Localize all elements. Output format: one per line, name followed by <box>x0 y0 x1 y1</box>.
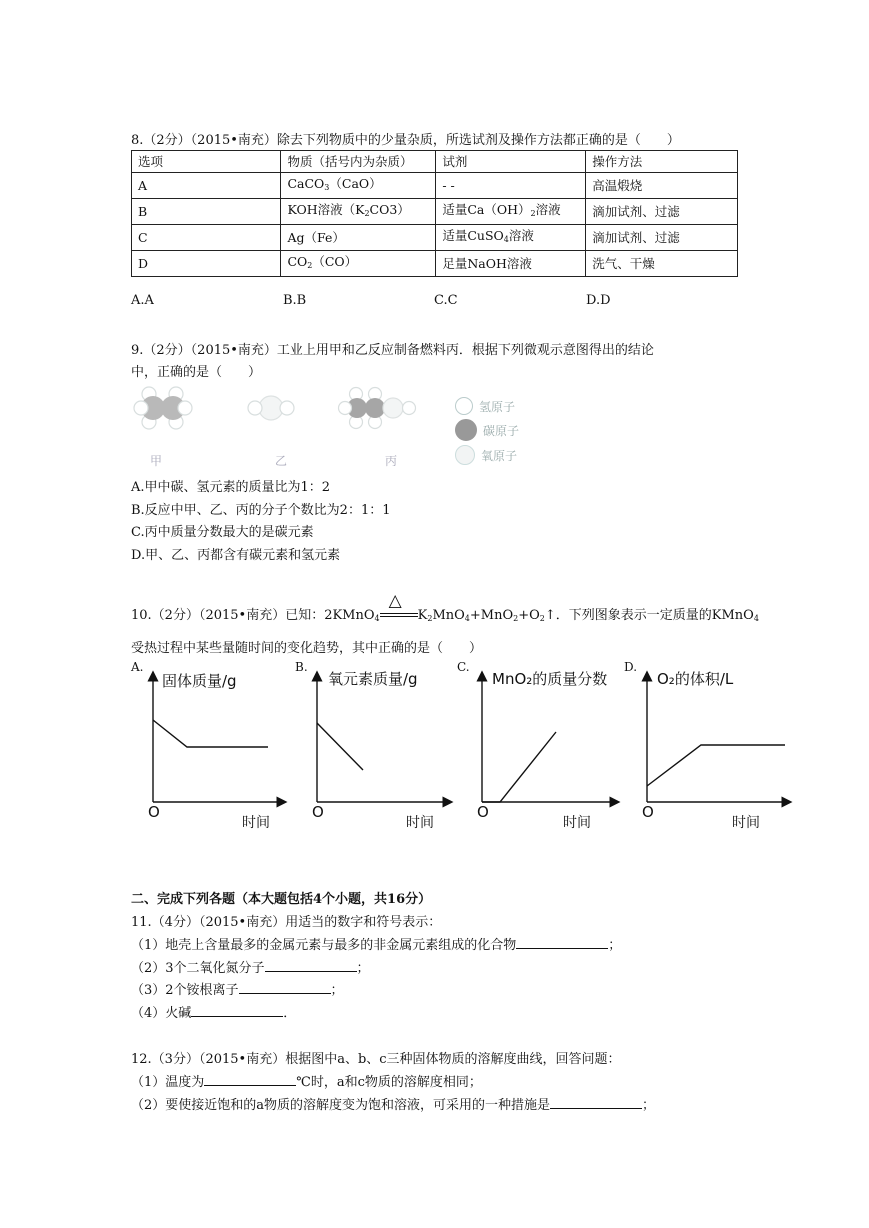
answer-blank[interactable] <box>550 1094 642 1109</box>
table-cell: 适量$Ca(OH)_2$溶液 <box>436 199 586 225</box>
graph-b-xlabel: 时间 <box>406 815 434 831</box>
graph-c-origin: O <box>477 803 489 821</box>
graph-d-letter[interactable]: D. <box>624 660 638 674</box>
legend-oxygen: 氧原子 <box>455 445 517 465</box>
table-header-cell: 试剂 <box>436 151 586 173</box>
q8-choice-c[interactable]: C.C <box>434 293 458 308</box>
graph-b <box>317 676 448 802</box>
table-cell: B <box>132 199 281 225</box>
graph-a-ylabel: 固体质量/g <box>162 672 237 690</box>
graph-c-xlabel: 时间 <box>563 815 591 831</box>
graph-a-origin: O <box>148 803 160 821</box>
table-cell: C <box>132 225 281 251</box>
table-cell: A <box>132 173 281 199</box>
table-header-cell: 物质（括号内为杂质） <box>281 151 436 173</box>
table-cell: $CO_2(CO)$ <box>281 251 436 277</box>
graph-b-origin: O <box>312 803 324 821</box>
q9-choice-d[interactable]: D.甲、乙、丙都含有碳元素和氢元素 <box>131 548 341 563</box>
label-yi: 乙 <box>275 454 288 468</box>
graph-d-curve <box>647 745 785 786</box>
q9-choice-c[interactable]: C.丙中质量分数最大的是碳元素 <box>131 525 314 540</box>
q8-choice-a[interactable]: A.A <box>131 293 154 308</box>
table-cell: - - <box>436 173 586 199</box>
table-cell: Ag（Fe） <box>281 225 436 251</box>
q9-stem-line1: 9.（2分）（2015•南充）工业上用甲和乙反应制备燃料丙．根据下列微观示意图得出的结论 <box>131 343 654 358</box>
table-cell: D <box>132 251 281 277</box>
q12-stem: 12.（3分）（2015•南充）根据图中a、b、c三种固体物质的溶解度曲线，回答问题： <box>131 1052 621 1067</box>
graph-c-ylabel: MnO₂的质量分数 <box>492 670 608 688</box>
answer-blank[interactable] <box>204 1071 296 1086</box>
table-cell: 滴加试剂、过滤 <box>586 225 738 251</box>
graph-a-letter[interactable]: A. <box>131 660 144 674</box>
label-bing: 丙 <box>385 454 398 468</box>
graph-a-curve <box>153 720 268 747</box>
graph-c <box>482 676 615 802</box>
legend-hydrogen: 氢原子 <box>455 397 515 415</box>
table-cell: 洗气、干燥 <box>586 251 738 277</box>
graph-d-xlabel: 时间 <box>732 815 760 831</box>
table-header-cell: 选项 <box>132 151 281 173</box>
graph-d-ylabel: O₂的体积/L <box>657 670 734 688</box>
table-header-cell: 操作方法 <box>586 151 738 173</box>
graph-a <box>153 676 282 802</box>
q11-item-2: （2）3个二氧化氮分子 ； <box>131 957 370 976</box>
heat-condition-icon: △ <box>380 605 418 619</box>
graph-c-letter[interactable]: C. <box>457 660 470 674</box>
graph-b-curve <box>317 723 363 770</box>
q12-item-1: （1）温度为 ℃时，a和c物质的溶解度相同； <box>131 1071 482 1090</box>
legend-carbon: 碳原子 <box>455 419 519 441</box>
label-jia: 甲 <box>150 454 163 468</box>
q11-item-3: （3）2个铵根离子 ； <box>131 979 344 998</box>
q11-item-4: （4）火碱 ． <box>131 1002 296 1021</box>
q10-stem-line2: 受热过程中某些量随时间的变化趋势，其中正确的是（ ） <box>131 641 483 656</box>
q9-stem-line2: 中，正确的是（ ） <box>131 365 262 380</box>
table-cell: KOH溶液$(K_2CO3)$ <box>281 199 436 225</box>
section-title: 二、完成下列各题（本大题包括4个小题，共16分） <box>131 892 432 907</box>
graph-c-curve <box>482 732 556 802</box>
q11-item-1: （1）地壳上含量最多的金属元素与最多的非金属元素组成的化合物 ； <box>131 934 621 953</box>
q9-choice-a[interactable]: A.甲中碳、氢元素的质量比为1：2 <box>131 480 331 495</box>
q11-stem: 11.（4分）（2015•南充）用适当的数字和符号表示： <box>131 915 442 930</box>
answer-blank[interactable] <box>265 957 357 972</box>
q9-choice-b[interactable]: B.反应中甲、乙、丙的分子个数比为2：1：1 <box>131 503 391 518</box>
graph-d-origin: O <box>642 803 654 821</box>
q10-stem-line1: 10.（2分）（2015•南充）已知：2KMnO$_4$ △ $K_2MnO_4+MnO_2+O_2↑$．下列图象表示一定质量的KMnO$_4$ <box>131 591 759 623</box>
graph-b-ylabel: 氧元素质量/g <box>328 670 418 688</box>
answer-blank[interactable] <box>191 1002 283 1017</box>
table-cell: CaCO$_3$（CaO） <box>281 173 436 199</box>
q8-choice-d[interactable]: D.D <box>586 293 611 308</box>
graph-b-letter[interactable]: B. <box>295 660 308 674</box>
q12-item-2: （2）要使接近饱和的a物质的溶解度变为饱和溶液，可采用的一种措施是 ； <box>131 1094 655 1113</box>
table-cell: 高温煅烧 <box>586 173 738 199</box>
table-cell: 滴加试剂、过滤 <box>586 199 738 225</box>
graph-a-xlabel: 时间 <box>242 815 270 831</box>
answer-blank[interactable] <box>239 979 331 994</box>
answer-blank[interactable] <box>516 934 608 949</box>
q8-stem: 8.（2分）（2015•南充）除去下列物质中的少量杂质，所选试剂及操作方法都正确的是（ ） <box>131 133 680 148</box>
q8-choice-b[interactable]: B.B <box>283 293 307 308</box>
table-cell: 适量CuSO$_4$溶液 <box>436 225 586 251</box>
graph-d <box>647 676 787 802</box>
table-cell: 足量NaOH溶液 <box>436 251 586 277</box>
